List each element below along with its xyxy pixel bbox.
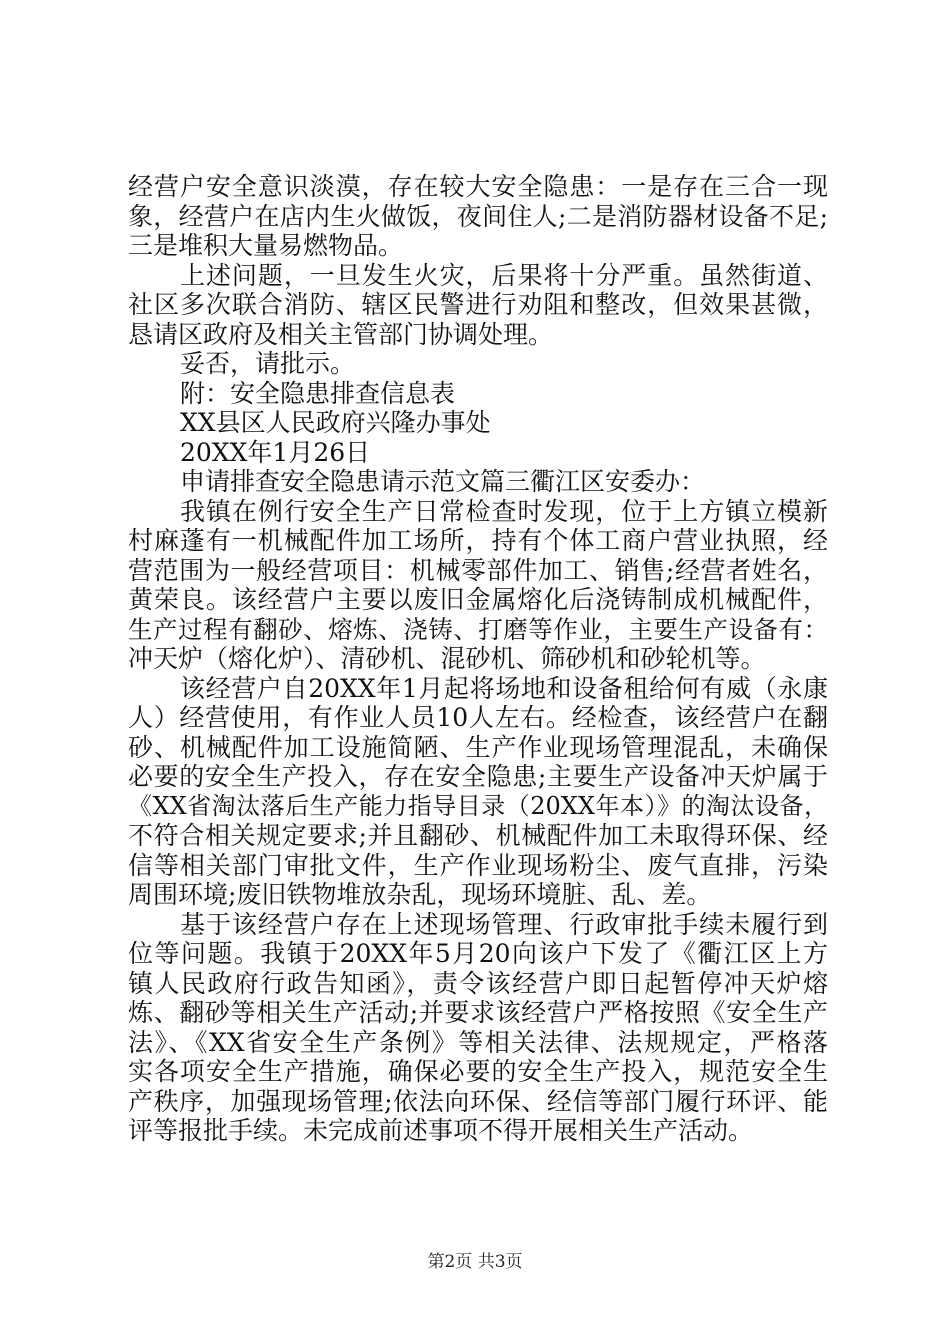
text-line: 经营户安全意识淡漠，存在较大安全隐患：一是存在三合一现: [128, 172, 828, 201]
text-line: 镇人民政府行政告知函》，责令该经营户即日起暂停冲天炉熔: [128, 968, 828, 998]
text-line: 黄荣良。该经营户主要以废旧金属熔化后浇铸制成机械配件，: [128, 585, 828, 614]
text-line: 砂、机械配件加工设施简陋、生产作业现场管理混乱，未确保: [128, 732, 828, 762]
text-line: 实各项安全生产措施，确保必要的安全生产投入，规范安全生: [128, 1057, 828, 1086]
text-line: 营范围为一般经营项目：机械零部件加工、销售;经营者姓名，: [128, 555, 828, 585]
text-line: 我镇在例行安全生产日常检查时发现，位于上方镇立模新: [180, 496, 828, 526]
text-line: 该经营户自20XX年1月起将场地和设备租给何有威（永康: [180, 673, 828, 703]
text-line: 信等相关部门审批文件，生产作业现场粉尘、废气直排，污染: [128, 850, 828, 880]
text-line: 位等问题。我镇于20XX年5月20向该户下发了《衢江区上方: [128, 939, 828, 968]
text-line: 申请排查安全隐患请示范文篇三衢江区安委办：: [180, 467, 706, 496]
text-line: 附：安全隐患排查信息表: [180, 378, 456, 408]
text-line: 上述问题，一旦发生火灾，后果将十分严重。虽然街道、: [180, 260, 828, 290]
text-line: 生产过程有翻砂、熔炼、浇铸、打磨等作业，主要生产设备有：: [128, 614, 828, 644]
text-line: 《XX省淘汰落后生产能力指导目录（20XX年本）》的淘汰设备，: [128, 791, 828, 820]
text-line: 冲天炉（熔化炉）、清砂机、混砂机、筛砂机和砂轮机等。: [128, 644, 766, 673]
text-line: 社区多次联合消防、辖区民警进行劝阻和整改，但效果甚微，: [128, 290, 828, 319]
text-line: 不符合相关规定要求;并且翻砂、机械配件加工未取得环保、经: [128, 821, 828, 850]
text-line: 三是堆积大量易燃物品。: [128, 231, 404, 260]
text-line: 基于该经营户存在上述现场管理、行政审批手续未履行到: [180, 909, 828, 939]
text-line: 村麻蓬有一机械配件加工场所，持有个体工商户营业执照，经: [128, 526, 828, 555]
text-line: 人）经营使用，有作业人员10人左右。经检查，该经营户在翻: [128, 703, 828, 732]
text-line: 恳请区政府及相关主管部门协调处理。: [128, 319, 554, 349]
text-line: 产秩序，加强现场管理;依法向环保、经信等部门履行环评、能: [128, 1086, 828, 1116]
text-line: 法》、《XX省安全生产条例》等相关法律、法规规定，严格落: [128, 1027, 828, 1057]
text-line: 周围环境;废旧铁物堆放杂乱，现场环境脏、乱、差。: [128, 880, 712, 909]
text-line: 妥否，请批示。: [180, 349, 356, 378]
text-line: 炼、翻砂等相关生产活动;并要求该经营户严格按照《安全生产: [128, 998, 828, 1027]
text-line: 象，经营户在店内生火做饭，夜间住人;二是消防器材设备不足;: [128, 201, 828, 231]
document-body: [128, 172, 828, 1146]
text-line: XX县区人民政府兴隆办事处: [180, 408, 491, 437]
text-line: 评等报批手续。未完成前述事项不得开展相关生产活动。: [128, 1116, 754, 1145]
text-line: 必要的安全生产投入，存在安全隐患;主要生产设备冲天炉属于: [128, 762, 828, 791]
page-number-footer: 第2页 共3页: [427, 1252, 523, 1272]
text-line: 20XX年1月26日: [180, 437, 371, 467]
